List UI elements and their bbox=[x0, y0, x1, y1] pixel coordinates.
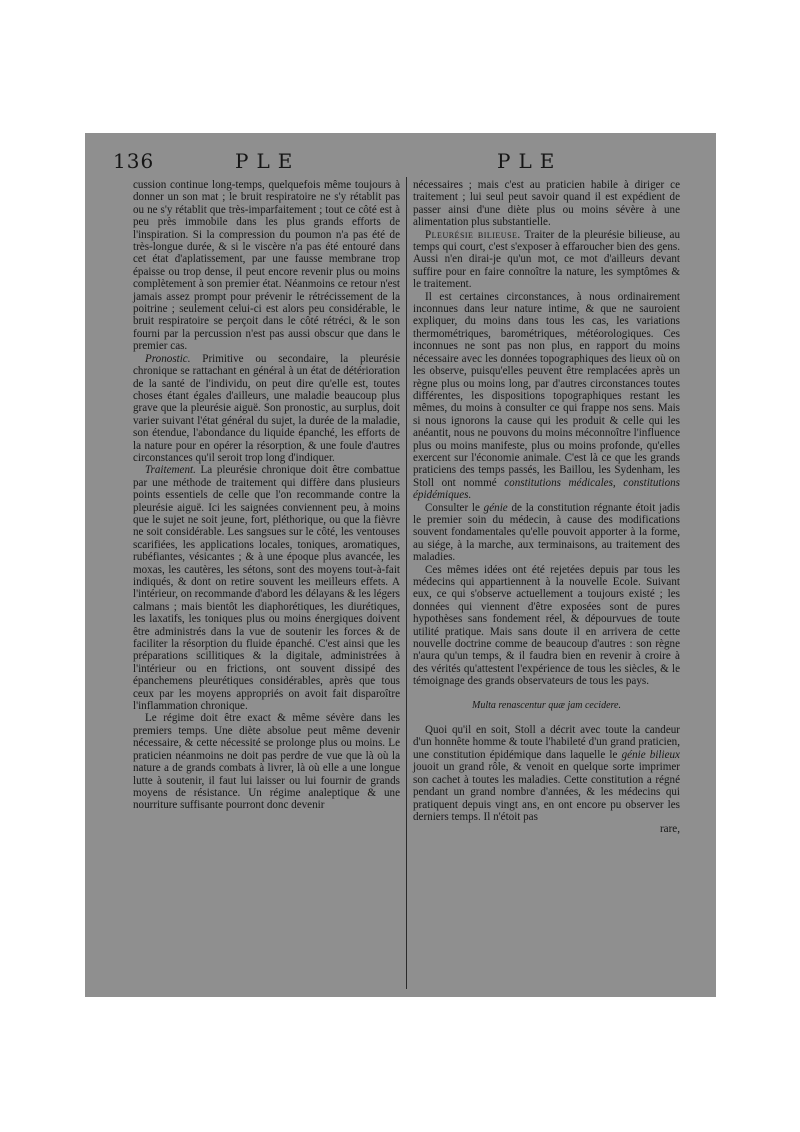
paragraph bbox=[413, 724, 680, 823]
page-number: 136 bbox=[113, 149, 155, 173]
section-lead: Traitement. bbox=[145, 464, 196, 477]
paragraph-text: Il est certaines circonstances, à nous ordinairement inconnues dans leur nature intime, & que ne sauroient expliquer, du moins dans tous les cas, les variations thermométriques, barométriques, météorologiques. Ces inconnues ne sont pas non plus, en rapport du moins nécessaire avec les données topographiques des lieux où on les observe, puisqu'elles peuvent être remplacées après un règne plus ou moins long, par d'autres circonstances toutes différentes, les dispositions topographiques restant les mêmes, du moins à consulter ce qui frappe nos sens. Mais si nous ignorons la cause qui les produit & celle qui les anéantit, nous ne pouvons du moins méconnoître l'influence plus ou moins manifeste, plus ou moins profonde, qu'elles exercent sur l'économie animale. C'est là ce que les grands praticiens des temps passés, les Baillou, les Sydenham, les Stoll ont nommé bbox=[413, 290, 680, 489]
column-divider bbox=[406, 177, 407, 989]
left-column bbox=[133, 179, 400, 812]
paragraph-traitement bbox=[133, 464, 400, 712]
section-lead: Pronostic. bbox=[145, 352, 191, 365]
paragraph-pleuresie-bilieuse bbox=[413, 229, 680, 291]
paragraph-text: de la constitution régnante étoit jadis le premier soin du médecin, à cause des modifications souvent fondamentales qu'elle pouvoit apporter à la forme, au siége, à la marche, aux terminaisons, au traitement des maladies. bbox=[413, 501, 680, 564]
right-column bbox=[413, 179, 680, 836]
paragraph bbox=[413, 502, 680, 564]
paragraph: Ces mêmes idées ont été rejetées depuis par tous les médecins qui appartiennent à la nouvelle Ecole. Suivant eux, ce qui s'observe actuellement a toujours existé ; les données qui viennent d'être exposées sont de pures hypothèses sans fondement réel, & dépourvues de toute utilité pratique. Mais sans doute il en arrivera de cette nouvelle doctrine comme de beaucoup d'autres : son règne n'aura qu'un temps, & il faudra bien en revenir à croire à des vérités qu'attestent l'expérience de tous les siècles, & le témoignage des grands observateurs de tous les pays. bbox=[413, 563, 680, 688]
catchword: rare, bbox=[659, 823, 680, 836]
running-head-right: PLE bbox=[497, 149, 563, 173]
paragraph-text: Quoi qu'il en soit, Stoll a décrit avec toute la candeur d'un honnête homme & toute l'habileté d'un grand praticien, une constitution épidémique dans laquelle le bbox=[413, 724, 680, 761]
paragraph-text: Traiter de la pleurésie bilieuse, au temps qui court, c'est s'exposer à effaroucher bien des gens. Aussi n'en dirai-je qu'un mot, ce mot d'ailleurs devant suffire pour en faire connoître la nature, les symptômes & le traitement. bbox=[413, 228, 680, 291]
paragraph-text: La pleurésie chronique doit être combattue par une méthode de traitement qui diffère dans plusieurs points essentiels de celle que l'on recommande contre la pleurésie aiguë. Ici les saignées conviennent peu, à moins que le sujet ne soit jeune, fort, pléthorique, ou que la fièvre ne soit considérable. Les sangsues sur le côté, les ventouses scarifiées, les applications locales, toniques, aromatiques, rubéfiantes, vésicantes ; & à une époque plus avancée, les moxas, les cautères, les sétons, sont des moyens tout-à-fait indiqués, & dont on retire souvent les meilleurs effets. A l'intérieur, on recommande d'abord les délayans & les légers calmans ; mais bientôt les diaphorétiques, les diurétiques, les laxatifs, les toniques plus ou moins énergiques doivent être administrés dans la vue de soutenir les forces & de faciliter la résorption du fluide épanché. C'est ainsi que les préparations scillitiques & la digitale, administrées à l'intérieur ou en frictions, ont souvent dissipé des épanchemens pleurétiques considérables, après que tous ceux par les moyens appropriés on avoit fait disparoître l'inflammation chronique. bbox=[133, 464, 400, 713]
paragraph-text: jouoit un grand rôle, & venoit en quelque sorte imprimer son cachet à toutes les maladies. Cette constitution a régné pendant un grand nombre d'années, & les médecins qui pratiquent depuis vingt ans, en ont encore pu observer les derniers temps. Il n'étoit pas bbox=[413, 761, 680, 823]
paragraph bbox=[413, 291, 680, 502]
italic-term: génie bbox=[483, 501, 508, 514]
italic-term: génie bilieux bbox=[621, 748, 680, 761]
section-lead: Pleurésie bilieuse. bbox=[425, 228, 521, 241]
page-header bbox=[85, 149, 716, 177]
paragraph: nécessaires ; mais c'est au praticien habile à diriger ce traitement ; lui seul peut savoir quand il est expédient de passer ainsi d'une diète plus ou moins sévère à une alimentation plus substantielle. bbox=[413, 179, 680, 229]
paragraph-pronostic bbox=[133, 353, 400, 465]
paragraph-text: Consulter le bbox=[425, 501, 484, 514]
book-page bbox=[85, 133, 716, 997]
italic-term: constitutions médicales, constitutions épidémiques. bbox=[413, 476, 680, 502]
paragraph: Le régime doit être exact & même sévère dans les premiers temps. Une diète absolue peut même devenir nécessaire, & cette nécessité se prolonge plus ou moins. Le praticien néanmoins ne doit pas perdre de vue que là où la nature a de grands combats à livrer, là où elle a une longue lutte à soutenir, il faut lui laisser ou lui fournir de grands moyens de résistance. Un régime analeptique & une nourriture suffisante pourront donc devenir bbox=[133, 712, 400, 812]
paragraph: cussion continue long-temps, quelquefois même toujours à donner un son mat ; le bruit respiratoire ne s'y rétablit pas ou ne s'y rétablit que très-imparfaitement ; tout ce côté est à peu près immobile dans les plus grands efforts de l'inspiration. Si la compression du poumon n'a pas été de très-longue durée, & si le viscère n'a pas été entouré dans cet état d'aplatissement, par une fausse membrane trop épaisse ou trop dense, il peut encore revenir plus ou moins complètement à son premier état. Néanmoins ce retour n'est jamais assez prompt pour prévenir le rétrécissement de la poitrine ; seulement celui-ci est alors peu considérable, le bruit respiratoire se perçoit dans le côté rétréci, & le son fourni par la percussion n'est pas aussi obscur que dans le premier cas. bbox=[133, 179, 400, 353]
paragraph-text: Primitive ou secondaire, la pleurésie chronique se rattachant en général à un état de détérioration de la santé de l'individu, on peut dire qu'elle est, toutes choses étant égales d'ailleurs, une maladie beaucoup plus grave que la pleurésie aiguë. Son pronostic, au surplus, doit varier suivant l'état général du sujet, la durée de la maladie, son étendue, l'abondance du liquide épanché, les efforts de la nature pour en opérer la résorption, & une foule d'autres circonstances qu'il seroit trop long d'indiquer. bbox=[133, 352, 400, 464]
running-head-left: PLE bbox=[235, 149, 301, 173]
latin-motto: Multa renascentur quæ jam cecidere. bbox=[472, 699, 621, 711]
